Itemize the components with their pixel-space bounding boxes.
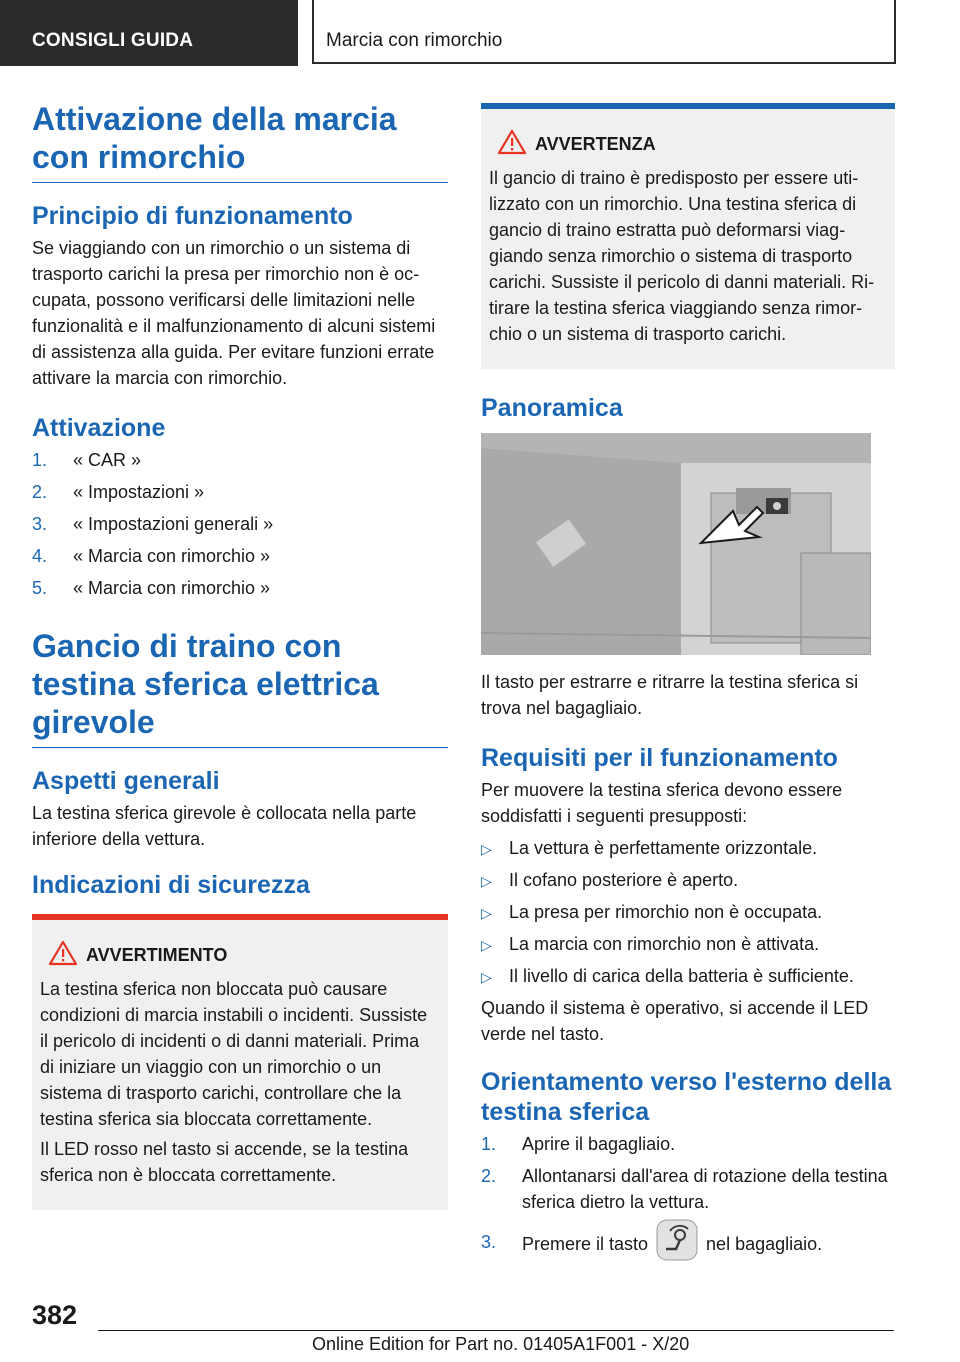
heading-overview: Panoramica	[481, 394, 623, 422]
requirements-list	[481, 835, 895, 989]
left-column	[32, 100, 448, 1226]
list-item: 1. « CAR »	[32, 450, 142, 470]
list-item: ▷ La marcia con rimorchio non è attivata.	[481, 931, 895, 957]
bullet-triangle-icon: ▷	[481, 841, 492, 857]
heading-orientation: Orientamento verso l'esterno della testina sferica	[481, 1068, 892, 1126]
requirements-outro: Quando il sistema è operativo, si accende il LED verde nel tasto.	[481, 998, 869, 1044]
list-item: 4. « Marcia con rimorchio »	[32, 546, 271, 566]
requirements-intro: Per muovere la testina sferica devono essere soddisfatti i seguenti presupposti:	[481, 780, 843, 826]
list-item: 2. « Impostazioni »	[32, 482, 205, 502]
right-column	[481, 103, 895, 1267]
list-item: 2. Allontanarsi dall'area di rotazione della testina sferica dietro la vettura.	[481, 1166, 888, 1212]
section-label: CONSIGLI GUIDA	[0, 0, 298, 66]
bullet-triangle-icon: ▷	[481, 873, 492, 889]
general-paragraph: La testina sferica girevole è collocata nella parte inferiore della vettura.	[32, 803, 417, 849]
heading-general: Aspetti generali	[32, 767, 220, 795]
heading-activation-trailer: Attivazione della marcia con rimorchio	[32, 100, 448, 183]
list-item: ▷ La presa per rimorchio non è occupata.	[481, 899, 895, 925]
heading-tow-hitch: Gancio di traino con testina sferica elettrica girevole	[32, 627, 448, 748]
list-item: 1. Aprire il bagagliaio.	[481, 1134, 676, 1154]
bullet-triangle-icon: ▷	[481, 969, 492, 985]
list-item: 3. « Impostazioni generali »	[32, 514, 274, 534]
caution-paragraph: Il gancio di traino è predisposto per essere utilizzato con un rimorchio. Una testina sferica di gancio di traino estratta può deformarsi viaggiando senza rimorchio o sistema di trasporto carichi. Sussiste il pericolo di danni materiali. Ritirare la testina sferica viaggiando senza rimorchio o un sistema di trasporto carichi.	[489, 168, 875, 344]
heading-requirements: Requisiti per il funzionamento	[481, 744, 838, 772]
overview-paragraph: Il tasto per estrarre e ritrarre la testina sferica si trova nel bagagliaio.	[481, 672, 859, 718]
caution-box	[481, 103, 895, 369]
page-header	[0, 0, 960, 66]
caution-title: AVVERTENZA	[489, 129, 883, 161]
warning-triangle-icon	[48, 940, 78, 972]
trunk-photo	[481, 433, 871, 655]
list-item: ▷ La vettura è perfettamente orizzontale.	[481, 835, 895, 861]
principle-paragraph: Se viaggiando con un rimorchio o un sistema di trasporto carichi la presa per rimorchio non è occupata, possono verificarsi delle limitazioni nelle funzionalità e il malfunzionamento di alcuni sistemi di assistenza alla guida. Per evitare funzioni errate attivare la marcia con rimorchio.	[32, 238, 436, 388]
list-item: 3. Premere il tasto nel bagagliaio.	[481, 1229, 895, 1261]
heading-activation: Attivazione	[32, 414, 166, 442]
footer-divider	[98, 1330, 894, 1331]
list-item: 5. « Marcia con rimorchio »	[32, 578, 271, 598]
heading-safety: Indicazioni di sicurezza	[32, 871, 310, 899]
heading-principle: Principio di funzionamento	[32, 202, 353, 230]
tow-hitch-button-icon	[656, 1219, 698, 1261]
warning-title: AVVERTIMENTO	[40, 940, 436, 972]
chapter-title: Marcia con rimorchio	[312, 0, 896, 64]
footer-edition: Online Edition for Part no. 01405A1F001 - X/20	[312, 1334, 690, 1354]
warning-paragraph-2: Il LED rosso nel tasto si accende, se la testina sferica non è bloccata correttamente.	[40, 1139, 409, 1185]
warning-triangle-icon	[497, 129, 527, 161]
list-item: ▷ Il livello di carica della batteria è sufficiente.	[481, 963, 895, 989]
bullet-triangle-icon: ▷	[481, 937, 492, 953]
orientation-steps	[481, 1131, 895, 1261]
activation-steps	[32, 447, 448, 601]
list-item: ▷ Il cofano posteriore è aperto.	[481, 867, 895, 893]
bullet-triangle-icon: ▷	[481, 905, 492, 921]
page-number: 382	[32, 1300, 78, 1330]
warning-paragraph-1: La testina sferica non bloccata può causare condizioni di marcia instabili o incidenti. Sussiste il pericolo di incidenti o di danni materiali. Prima di iniziare un viaggio con un rimorchio o un sistema di trasporto carichi, controllare che la testina sferica sia bloccata correttamente.	[40, 979, 428, 1129]
warning-box	[32, 914, 448, 1210]
